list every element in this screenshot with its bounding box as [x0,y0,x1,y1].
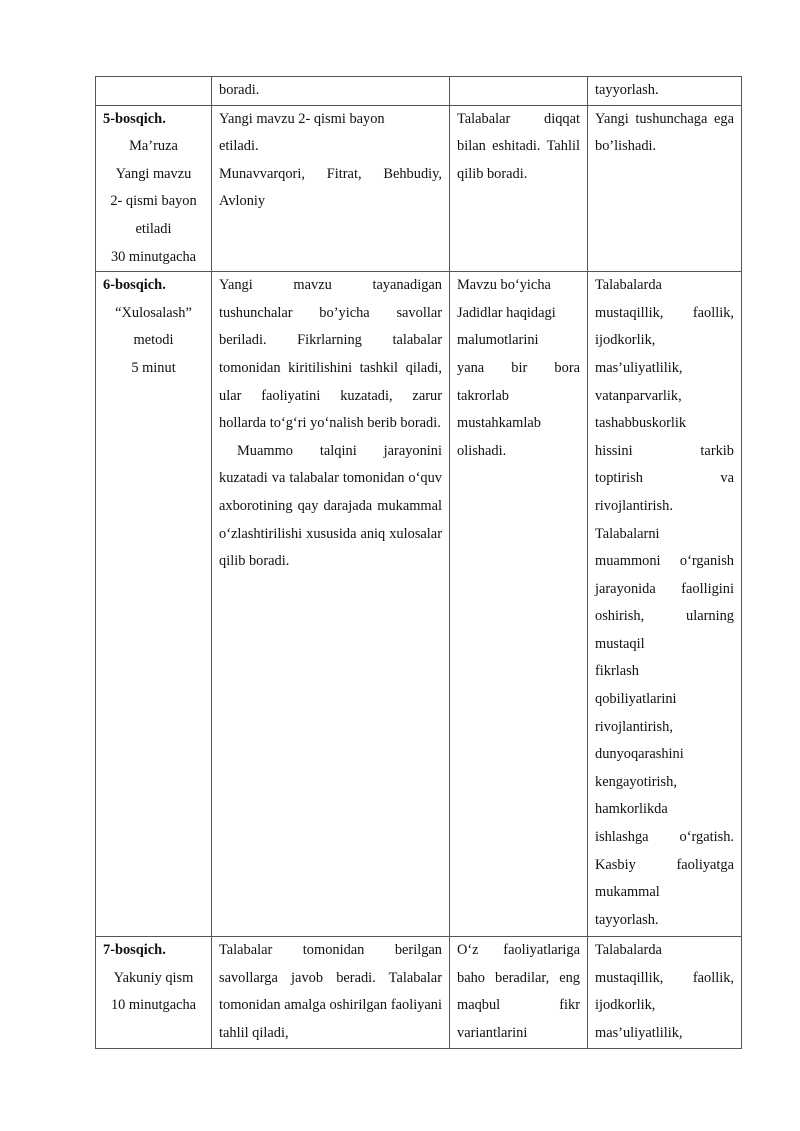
teacher-paragraph: Yangi mavzu tayanadigan tushunchalar bo’yicha savollar beriladi. Fikrlarning talabalar tomonidan kiritilishini tashkil qiladi, ular faoliyatini kuzatadi, zarur hollarda to‘g‘ri yo‘nalish berib boradi. [219,277,442,432]
result-line: muammoni o‘rganish [595,553,734,570]
student-line: takrorlab [457,387,509,404]
result-line: toptirish va [595,470,734,487]
stage-title: 5-bosqich. [103,110,166,127]
result-line: Talabalarni [595,525,660,542]
result-line: kengayotirish, [595,773,677,790]
student-line: yana bir bora [457,359,580,376]
teacher-activity-cell [212,272,450,937]
stage-title: 7-bosqich. [103,942,166,959]
stage-line: Ma’ruza [129,138,178,155]
result-line: rivojlantirish, [595,718,673,735]
result-line: qobiliyatlarini [595,691,677,708]
result-line: ijodkorlik, [595,997,656,1014]
result-line: rivojlantirish. [595,497,673,514]
stage-line: metodi [133,332,174,349]
student-line: Jadidlar haqidagi [457,304,556,321]
result-line: tashabbuskorlik [595,415,687,432]
stage-line: Yakuniy qism [113,969,194,986]
result-line: Kasbiy faoliyatga [595,856,734,873]
result-line: mustaqillik, faollik, [595,304,734,321]
teacher-paragraph: Muammo talqini jarayonini kuzatadi va talabalar tomonidan o‘quv axborotining qay darajada mukammal o‘zlashtirilishi xususida aniq xulosalar qilib boradi. [219,442,442,570]
result-cell: Yangi tushunchaga ega bo’lishadi. [588,105,742,272]
student-line: Mavzu bo‘yicha [457,277,551,294]
result-line: mukammal [595,884,660,901]
stage-cell [96,937,212,1048]
result-line: Talabalarda [595,942,662,959]
stage-line: etiladi [135,220,172,237]
student-line: malumotlarini [457,332,539,349]
result-line: mustaqil [595,635,645,652]
stage-line: 2- qismi bayon [110,193,197,210]
result-line: vatanparvarlik, [595,387,682,404]
teacher-text: Munavvarqori, Fitrat, Behbudiy, Avloniy [219,165,442,210]
result-line: Talabalarda [595,277,662,294]
teacher-activity-cell: boradi. [212,77,450,106]
result-line: ijodkorlik, [595,332,656,349]
table-row [96,77,742,106]
student-line: olishadi. [457,442,507,459]
stage-cell [96,77,212,106]
result-line: mas’uliyatlilik, [595,1024,683,1041]
student-activity-cell: O‘z faoliyatlariga baho beradilar, eng maqbul fikr variantlarini [450,937,588,1048]
result-line: mas’uliyatlilik, [595,359,683,376]
result-line: dunyoqarashini [595,746,684,763]
teacher-text: Yangi mavzu 2- qismi bayon etiladi. [219,110,385,155]
stage-title: 6-bosqich. [103,277,166,294]
student-activity-cell [450,272,588,937]
result-cell [588,272,742,937]
table-row [96,937,742,1048]
student-activity-cell: Talabalar diqqat bilan eshitadi. Tahlil qilib boradi. [450,105,588,272]
result-line: jarayonida faolligini [595,580,734,597]
result-line: hissini tarkib [595,442,734,459]
result-line: fikrlash [595,663,639,680]
table-row [96,272,742,937]
stage-cell [96,272,212,937]
table-row [96,105,742,272]
result-line: mustaqillik, faollik, [595,969,734,986]
stage-line: 30 minutgacha [110,248,197,265]
result-cell: tayyorlash. [588,77,742,106]
teacher-activity-cell: Talabalar tomonidan berilgan savollarga javob beradi. Talabalar tomonidan amalga oshirilgan faoliyani tahlil qiladi, [212,937,450,1048]
stage-line: 10 minutgacha [110,997,197,1014]
teacher-activity-cell [212,105,450,272]
result-cell [588,937,742,1048]
stage-cell [96,105,212,272]
stage-line: “Xulosalash” [115,304,192,321]
student-activity-cell [450,77,588,106]
result-line: hamkorlikda [595,801,668,818]
stage-line: 5 minut [131,359,176,376]
result-line: ishlashga o‘rgatish. [595,829,734,846]
result-line: tayyorlash. [595,911,659,928]
result-line: oshirish, ularning [595,608,734,625]
stage-line: Yangi mavzu [115,165,192,182]
student-line: mustahkamlab [457,415,541,432]
lesson-plan-table [95,76,742,1049]
